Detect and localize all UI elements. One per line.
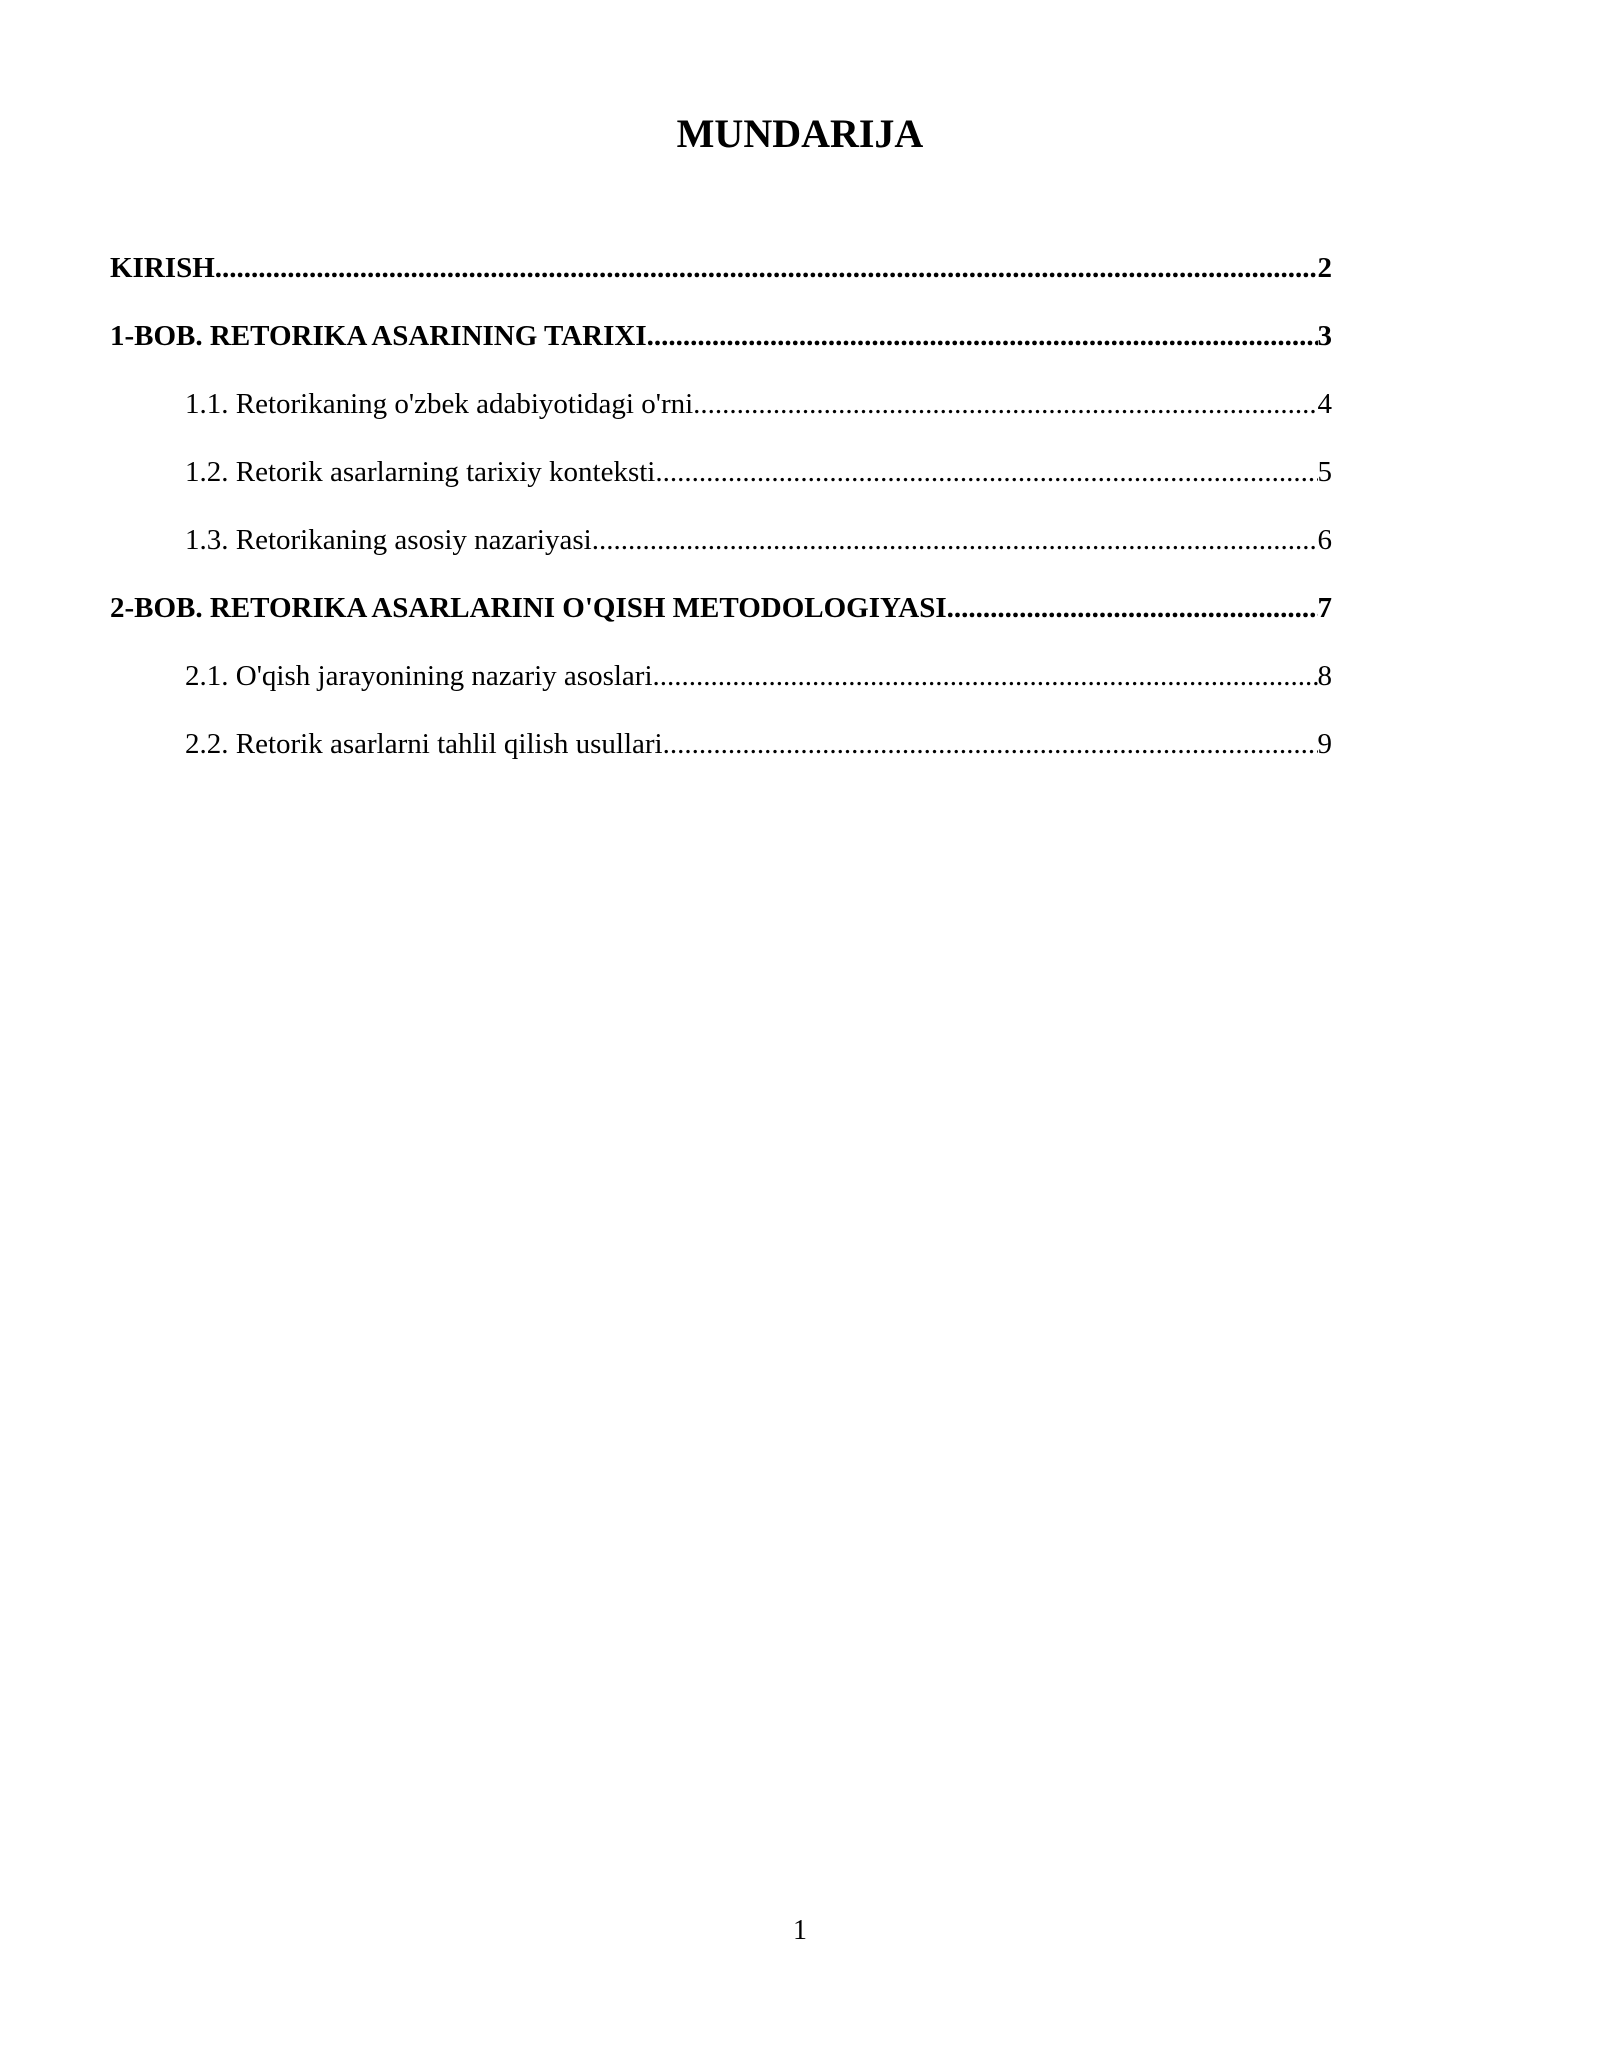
toc-entry-title: KIRISH — [110, 252, 215, 284]
toc-leader-dots — [663, 726, 1318, 762]
toc-leader-dots — [693, 386, 1317, 422]
toc-entry-title: 2-BOB. RETORIKA ASARLARINI O'QISH METODOLOGIYASI — [110, 592, 947, 624]
toc-leader-dots — [592, 522, 1318, 558]
toc-entry-section-1-2[interactable] — [110, 454, 1332, 522]
toc-entry-chapter-1[interactable] — [110, 318, 1332, 386]
toc-page-number: 6 — [1317, 524, 1332, 556]
toc-entry-title: 2.2. Retorik asarlarni tahlil qilish usullari — [185, 728, 663, 760]
toc-leader-dots — [653, 658, 1318, 694]
toc-entry-section-2-2[interactable] — [110, 726, 1332, 794]
toc-entry-section-2-1[interactable] — [110, 658, 1332, 726]
toc-page-number: 9 — [1317, 728, 1332, 760]
toc-entry-section-1-1[interactable] — [110, 386, 1332, 454]
page-title: MUNDARIJA — [676, 111, 924, 156]
toc-page-number: 7 — [1317, 592, 1332, 624]
page-number: 1 — [793, 1915, 807, 1946]
toc-entry-chapter-2[interactable] — [110, 590, 1332, 658]
toc-page-number: 4 — [1317, 388, 1332, 420]
toc-page-number: 5 — [1317, 456, 1332, 488]
toc-entry-title: 1.3. Retorikaning asosiy nazariyasi — [185, 524, 592, 556]
toc-leader-dots — [647, 318, 1318, 354]
toc-entry-title: 2.1. O'qish jarayonining nazariy asoslari — [185, 660, 653, 692]
table-of-contents — [110, 250, 1332, 794]
toc-page-number: 3 — [1317, 320, 1332, 352]
toc-page-number: 8 — [1317, 660, 1332, 692]
toc-leader-dots — [947, 590, 1318, 626]
toc-entry-kirish[interactable] — [110, 250, 1332, 318]
toc-entry-title: 1.2. Retorik asarlarning tarixiy konteksti — [185, 456, 656, 488]
toc-leader-dots — [215, 250, 1318, 286]
toc-page-number: 2 — [1317, 252, 1332, 284]
toc-entry-section-1-3[interactable] — [110, 522, 1332, 590]
toc-entry-title: 1.1. Retorikaning o'zbek adabiyotidagi o'rni — [185, 388, 694, 420]
toc-leader-dots — [655, 454, 1317, 490]
toc-entry-title: 1-BOB. RETORIKA ASARINING TARIXI — [110, 320, 647, 352]
